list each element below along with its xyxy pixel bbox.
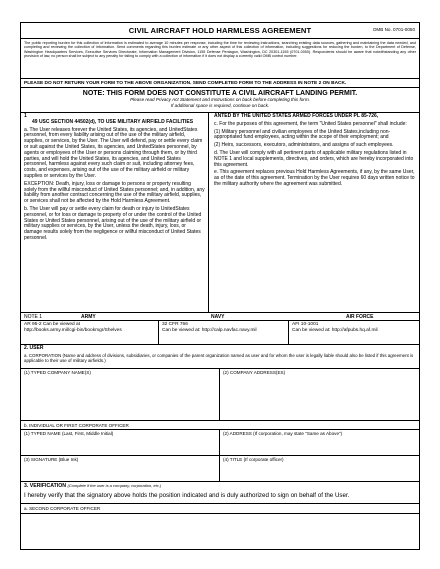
section-heading-cont: ANTED BY THE UNITED STATES ARMED FORCES UNDER PL 85-726, [214, 113, 379, 119]
title-label: (4) TITLE (If corporate officer) [223, 457, 284, 462]
air-force-regulation [289, 321, 419, 345]
army-regulation [21, 321, 159, 345]
signature-field[interactable] [21, 456, 220, 481]
note-line-2: If additional space is required, continue on back. [170, 102, 270, 108]
paragraph-d: d. The User will comply with all pertinent parts of applicable military regulations listed in NOTE 1 and local supplements, directives, and orders, which are hereby incorporated into this agreement. [214, 149, 414, 168]
paragraph-c-1: (1) Military personnel and civilian employees of the United States,including non-appropriated fund employees, acting within the scope of their employment; and [214, 128, 391, 141]
terms-left-column [21, 113, 209, 313]
paragraph-c-2: (2) Heirs, successors, executors, administrators, and assigns of such employees. [214, 142, 394, 149]
paragraph-e: e. This agreement replaces previous Hold Harmless Agreements, if any, by the same User, as of the date of this agreement. Termination by the User requires 60 days written notice to the military authority where the agreement was submitted. [214, 169, 415, 187]
do-not-return-notice: PLEASE DO NOT RETURN YOUR FORM TO THE ABOVE ORGANIZATION. SEND COMPLETED FORM TO THE ADDRESS IN NOTE 2 ON BACK. [21, 79, 419, 88]
agreement-terms [21, 113, 419, 313]
note-box [21, 88, 419, 113]
paragraph-exception: EXCEPTION: Death, injury, loss or damage to persons or property resulting solely from the willful misconduct of United States personnel; and, in addition, any liability from another contract concerning the use of the military airfield, supplies, or services shall not be affected by the Hold Harmless Agreement. [24, 180, 205, 205]
af-reg-label: AFI 10-1001 [292, 322, 319, 327]
paragraph-c: c. For the purposes of this agreement, the term "United States personnel" shall include: [214, 120, 407, 127]
signature-label: (3) SIGNATURE (Blue Ink) [24, 457, 79, 462]
company-address-label: (2) COMPANY ADDRESS(ES) [223, 370, 286, 375]
form-header [21, 23, 419, 39]
verification-section [21, 482, 419, 504]
note-heading: NOTE: THIS FORM DOES NOT CONSTITUTE A CIVIL AIRCRAFT LANDING PERMIT. [82, 90, 358, 97]
corporation-instructions: a. CORPORATION (Name and address of divisions, subsidiaries, or companies of the parent organization named as user and for whom the user is legally liable should also be listed if this agreement is applicable to their use of military airfields.) [24, 353, 414, 364]
officer-row-1 [21, 430, 419, 456]
second-officer-fields[interactable] [21, 514, 419, 550]
user-section [21, 345, 419, 369]
note-line-1: Please read Privacy Act Statement and Instructions on back before completing this form. [130, 97, 310, 102]
hold-harmless-form [20, 22, 420, 550]
company-address-field[interactable] [220, 369, 419, 420]
paragraph-a: a. The User releases forever the United States, its agencies, and UnitedStates personnel, from every liability arising out of the use of the military airfield, supplies, or services, by the User. The User will defend, pay or settle every claim or suit against the United States, its agencies, and UnitedStates personnel, by agents or employees of the User or persons claiming through them, or by third parties, and will hold the United States, its agencies, and United States personnel, harmless against every such claim or suit, including attorney fees, costs, and expenses, arising out of the use of the military airfield or military supplies or services by the User. [24, 126, 203, 179]
verification-heading [24, 483, 416, 489]
army-header: ARMY [81, 314, 96, 320]
second-officer-heading: a. SECOND CORPORATE OFFICER [21, 504, 419, 514]
navy-regulation [159, 321, 289, 345]
army-reg-url[interactable]: http://books.army.mil/cgi-bin/bookmgr/Shelves [24, 327, 122, 333]
navy-reg-url[interactable]: Can be viewed at: http://calp.navfac.navy.mil [162, 327, 257, 333]
verification-subtitle: (Complete if the user is a company, corporation, etc.) [67, 483, 162, 488]
note-1-label: NOTE 1 [24, 314, 43, 320]
verification-text: I hereby verify that the signatory above holds the position indicated and is duly authorized to sign on behalf of the User. [24, 492, 350, 499]
typed-name-field[interactable] [21, 430, 220, 455]
section-number: 1 [24, 113, 27, 119]
air-force-header: AIR FORCE [346, 314, 374, 320]
navy-reg-label: 32 CFR 766 [162, 322, 188, 327]
navy-header: NAVY [211, 314, 225, 320]
terms-right-column [209, 113, 419, 313]
af-reg-url[interactable]: Can be viewed at: http://afpubs.hq.af.mil [292, 327, 378, 333]
form-title: CIVIL AIRCRAFT HOLD HARMLESS AGREEMENT [128, 26, 312, 35]
omb-number: OMB No. 0701-0050 [372, 27, 415, 32]
company-name-field[interactable] [21, 369, 220, 420]
officer-address-label: (2) ADDRESS (If corporation, may state "Same as Above") [223, 431, 343, 436]
officer-row-2 [21, 456, 419, 482]
paragraph-b: b. The User will pay or settle every claim for death or injury to UnitedStates personnel, or for loss or damage to property of or under the control of the United States or United States personnel, arising out of the use of the military airfield or military supplies or services, by the User, unless the death, injury, loss, or damage results solely from the negligence or willful misconduct of United States personnel. [24, 205, 202, 241]
burden-statement: The public reporting burden for this collection of information is estimated to average 10 minutes per response, including the time for reviewing instructions, searching existing data sources, gathering and maintaining the data needed, and completing and reviewing the collection of information. Send comments regarding this burden estimate or any other aspect of this collection of information, including suggestions for reducing the burden, to the Department of Defense, Washington Headquarters Services, Executive Services Directorate, Information Management Division, 1155 Defense Pentagon, Washington, DC 20301-1155 (0701-0050). Respondents should be aware that notwithstanding any other provision of law, no person shall be subject to any penalty for failing to comply with a collection of information if it does not display a currently valid OMB control number. [21, 39, 419, 79]
services-header [21, 313, 419, 321]
section-heading: 49 USC SECTION 44502(d), TO USE MILITARY AIRFIELD FACILITIES [32, 118, 194, 125]
verification-title: 3. VERIFICATION [24, 483, 66, 489]
officer-address-field[interactable] [220, 430, 419, 455]
first-officer-heading: b. INDIVIDUAL OR FIRST CORPORATE OFFICER [21, 421, 419, 430]
title-field[interactable] [220, 456, 419, 481]
typed-name-label: (1) TYPED NAME (Last, First, Middle Initial) [24, 431, 114, 436]
army-reg-label: AR 95-2 Can be viewed at [24, 322, 80, 327]
company-fields [21, 369, 419, 421]
user-heading: 2. USER [24, 345, 44, 351]
company-name-label: (1) TYPED COMPANY NAME(S) [24, 370, 91, 375]
services-regulations [21, 321, 419, 345]
